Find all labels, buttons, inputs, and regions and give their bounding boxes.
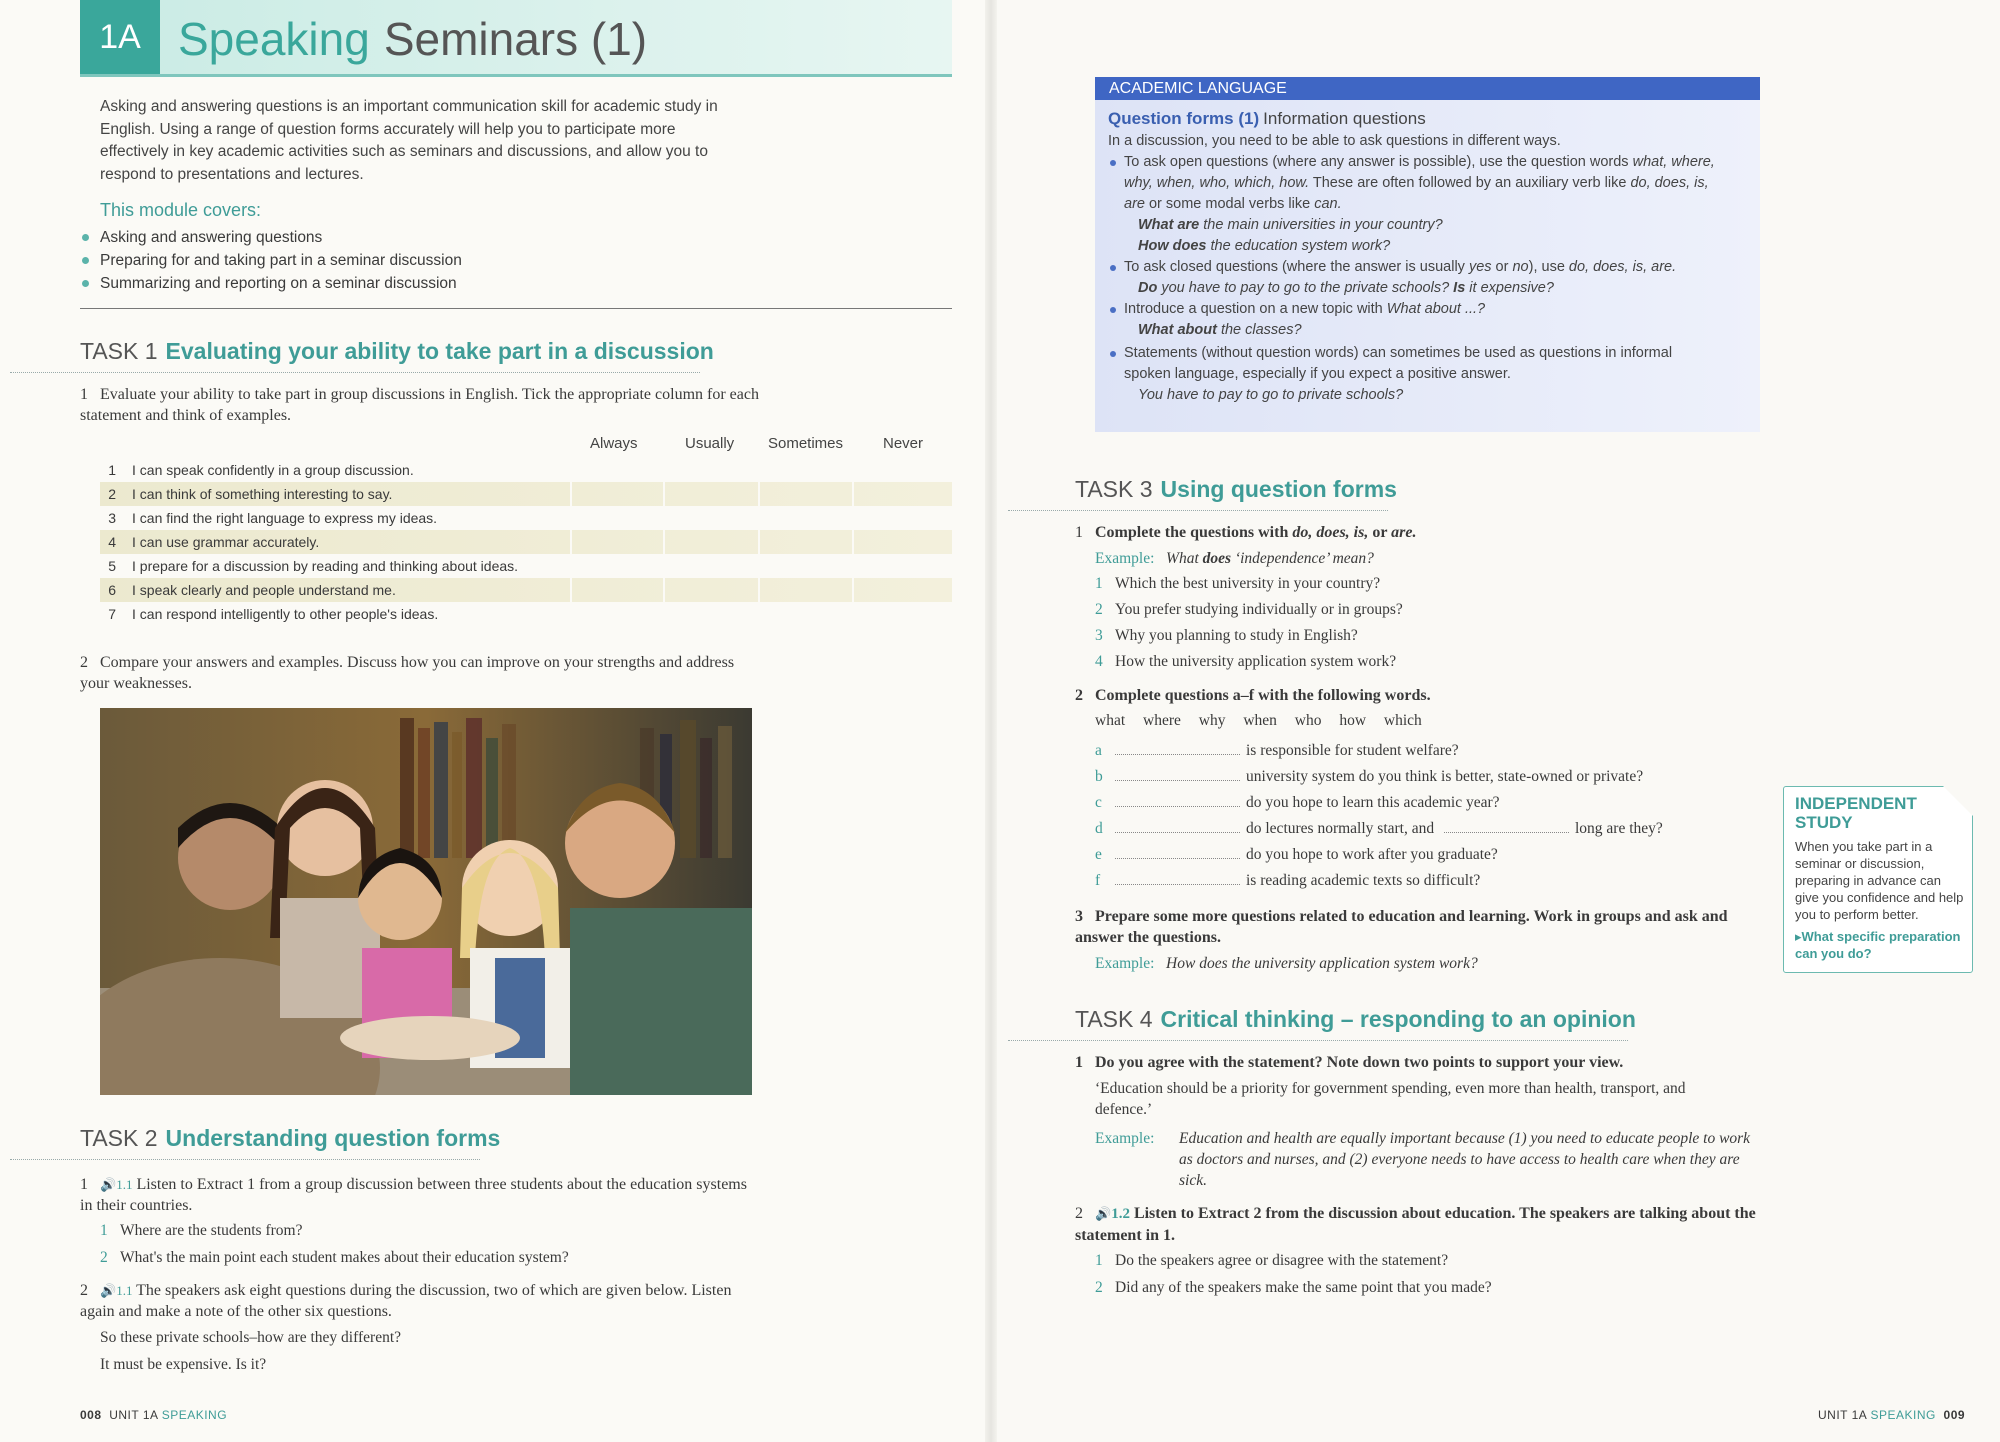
- table-row: 1 I can speak confidently in a group discussion.: [108, 462, 414, 478]
- task-label: TASK 4: [1075, 1006, 1153, 1032]
- column-always: Always: [590, 435, 638, 452]
- audio-track: 1.2: [1111, 1206, 1130, 1222]
- example-line: Example: Education and health are equally important because (1) you need to educate people to work as doctors and nurses, and (2) everyone needs to have access to health care when they are sick.: [1095, 1130, 1751, 1189]
- task-title: Critical thinking – responding to an opinion: [1160, 1006, 1636, 1032]
- opinion-statement: ‘Education should be a priority for government spending, even more than health, transport, and defence.’: [1095, 1080, 1686, 1118]
- list-item: 2 Did any of the speakers make the same point that you made?: [1095, 1279, 1492, 1296]
- footer-left: 008 UNIT 1A SPEAKING: [80, 1408, 228, 1422]
- column-usually: Usually: [685, 435, 735, 452]
- module-name: Speaking: [178, 13, 370, 65]
- book-gutter: [985, 0, 997, 1442]
- column-sometimes: Sometimes: [768, 435, 844, 452]
- task1-question-2: 2 Compare your answers and examples. Discuss how you can improve on your strengths and address your weaknesses.: [80, 654, 735, 692]
- example-sentence: What are the main universities in your country?: [1138, 217, 1443, 233]
- list-item: c do you hope to learn this academic year?: [1095, 794, 1500, 811]
- list-item: To ask open questions (where any answer is possible), use the question words what, where, why, when, who, which, how. These are often followed by an auxiliary verb like do, does, is, are or some modal verbs like can.: [1108, 152, 1758, 215]
- list-item: 4 How the university application system work?: [1095, 653, 1397, 670]
- list-item: Summarizing and reporting on a seminar discussion: [80, 272, 462, 295]
- answer-blank[interactable]: [1115, 832, 1240, 833]
- intro-paragraph: Asking and answering questions is an important communication skill for academic study in English. Using a range of question forms accurately will help you to participate more effectively in key academic activities such as seminars and discussions, and allow you to respond to presentations and lectures.: [100, 98, 718, 183]
- table-row: 6 I speak clearly and people understand me.: [100, 578, 952, 602]
- list-item: 3 Why you planning to study in English?: [1095, 627, 1358, 644]
- audio-icon[interactable]: 🔊: [1095, 1206, 1112, 1221]
- independent-study-heading: INDEPENDENT STUDY: [1795, 794, 1917, 832]
- covers-heading: This module covers:: [100, 200, 262, 220]
- divider: [80, 308, 952, 309]
- dotted-divider: [10, 1159, 480, 1160]
- table-row: 7 I can respond intelligently to other people's ideas.: [108, 606, 439, 622]
- task2-question-2: 2 🔊1.1 The speakers ask eight questions during the discussion, two of which are given below. Listen again and make a note of the other six questions.: [80, 1282, 732, 1320]
- table-row: 3 I can find the right language to express my ideas.: [108, 510, 438, 526]
- table-row: 5 I prepare for a discussion by reading and thinking about ideas.: [108, 558, 519, 574]
- example-sentence: How does the education system work?: [1138, 238, 1391, 254]
- task-label: TASK 2: [80, 1125, 158, 1151]
- task3-question-1: 1 Complete the questions with do, does, is, or are.: [1075, 524, 1417, 541]
- footer-right: UNIT 1A SPEAKING 009: [1818, 1408, 1966, 1422]
- list-item: d do lectures normally start, and long are they?: [1095, 820, 1663, 837]
- task2-heading: [80, 1125, 500, 1152]
- list-item: Preparing for and taking part in a seminar discussion: [80, 249, 462, 272]
- task3-question-2: 2 Complete questions a–f with the following words.: [1075, 687, 1431, 704]
- dotted-divider: [1008, 1040, 1628, 1041]
- list-item: Statements (without question words) can sometimes be used as questions in informal spoken language, especially if you expect a positive answer.: [1108, 343, 1758, 385]
- example-question: It must be expensive. Is it?: [100, 1356, 267, 1373]
- example-line: Example: How does the university application system work?: [1095, 955, 1478, 972]
- answer-blank[interactable]: [1115, 884, 1240, 885]
- task3-question-3: 3 Prepare some more questions related to education and learning. Work in groups and ask and answer the questions.: [1075, 908, 1728, 946]
- list-item: a is responsible for student welfare?: [1095, 742, 1459, 759]
- list-item: e do you hope to work after you graduate?: [1095, 846, 1498, 863]
- table-row: 4 I can use grammar accurately.: [100, 530, 952, 554]
- answer-blank[interactable]: [1115, 780, 1240, 781]
- audio-icon[interactable]: 🔊: [100, 1283, 117, 1298]
- answer-blank[interactable]: [1115, 754, 1240, 755]
- audio-track: 1.1: [116, 1283, 133, 1298]
- covers-list: [80, 226, 462, 295]
- task-label: TASK 1: [80, 338, 158, 364]
- dotted-divider: [10, 372, 700, 373]
- task-label: TASK 3: [1075, 476, 1153, 502]
- triangle-right-icon: ▸: [1795, 929, 1802, 944]
- example-question: So these private schools–how are they different?: [100, 1329, 402, 1346]
- list-item: 2 You prefer studying individually or in groups?: [1095, 601, 1403, 618]
- task3-heading: [1075, 476, 1397, 503]
- task4-heading: [1075, 1006, 1636, 1033]
- task-title: Evaluating your ability to take part in a discussion: [165, 338, 714, 364]
- example-sentence: Do you have to pay to go to the private schools? Is it expensive?: [1138, 280, 1554, 296]
- list-item: 2 What's the main point each student makes about their education system?: [100, 1249, 569, 1266]
- students-photo: [100, 708, 752, 1095]
- page-fold-corner: [1943, 786, 1973, 816]
- list-item: f is reading academic texts so difficult?: [1095, 872, 1481, 889]
- audio-icon[interactable]: 🔊: [100, 1177, 117, 1192]
- independent-study-text: When you take part in a seminar or discussion, preparing in advance can give you confidence and help you to perform better.: [1795, 839, 1964, 922]
- unit-badge: 1A: [80, 0, 160, 74]
- independent-study-question: ▸What specific preparation can you do?: [1795, 929, 1961, 961]
- module-subtitle: Seminars (1): [383, 13, 648, 65]
- word-list: what where why when who how which: [1095, 712, 1422, 729]
- example-sentence: You have to pay to go to private schools?: [1138, 387, 1404, 403]
- audio-track: 1.1: [116, 1177, 133, 1192]
- table-row: 2 I can think of something interesting to say.: [100, 482, 952, 506]
- answer-blank[interactable]: [1115, 858, 1240, 859]
- list-item: b university system do you think is better, state-owned or private?: [1095, 768, 1644, 785]
- task1-question-1: 1 Evaluate your ability to take part in group discussions in English. Tick the appropriate column for each statement and think of examples.: [80, 386, 759, 424]
- list-item: To ask closed questions (where the answer is usually yes or no), use do, does, is, are.: [1108, 257, 1758, 278]
- page-title: [178, 12, 647, 66]
- task4-question-1: 1 Do you agree with the statement? Note down two points to support your view.: [1075, 1054, 1624, 1071]
- academic-language-bar: ACADEMIC LANGUAGE: [1095, 77, 1760, 100]
- academic-heading: Question forms (1): [1108, 109, 1260, 128]
- task-title: Understanding question forms: [165, 1125, 501, 1151]
- list-item: 1 Do the speakers agree or disagree with the statement?: [1095, 1252, 1449, 1269]
- answer-blank[interactable]: [1444, 832, 1569, 833]
- task1-heading: [80, 338, 714, 365]
- list-item: 1 Where are the students from?: [100, 1222, 303, 1239]
- answer-blank[interactable]: [1115, 806, 1240, 807]
- task2-question-1: 1 🔊1.1 Listen to Extract 1 from a group discussion between three students about the education systems in their countries.: [80, 1176, 747, 1214]
- example-line: Example: What does ‘independence’ mean?: [1095, 550, 1374, 567]
- list-item: Asking and answering questions: [80, 226, 462, 249]
- list-item: 1 Which the best university in your country?: [1095, 575, 1381, 592]
- example-sentence: What about the classes?: [1138, 322, 1302, 338]
- students-discussion-image: [100, 708, 752, 1095]
- task4-question-2: 2 🔊1.2 Listen to Extract 2 from the discussion about education. The speakers are talking about the statement in 1.: [1075, 1205, 1756, 1244]
- academic-language-content: Question forms (1) Information questions In a discussion, you need to be able to ask questions in different ways. To ask open questions (where any answer is possible), use the question words what, where, why, when, who, which, how. These are often followed by an auxiliary verb like do, does, is, are or some modal verbs like can. What are the main universities in your country? How does the education system work? To ask closed questions (where the answer is usually yes or no), use do, does, is, are. Do you have to pay to go to the private schools? Is it expensive? Introduce a question on a new topic with What about ...? What about the classes? Statements (without question words) can sometimes be used as questions in informal spoken language, especially if you expect a positive answer. You have to pay to go to private schools?: [1108, 108, 1758, 406]
- list-item: Introduce a question on a new topic with What about ...?: [1108, 299, 1758, 320]
- task-title: Using question forms: [1160, 476, 1397, 502]
- column-never: Never: [883, 435, 924, 452]
- dotted-divider: [1008, 510, 1388, 511]
